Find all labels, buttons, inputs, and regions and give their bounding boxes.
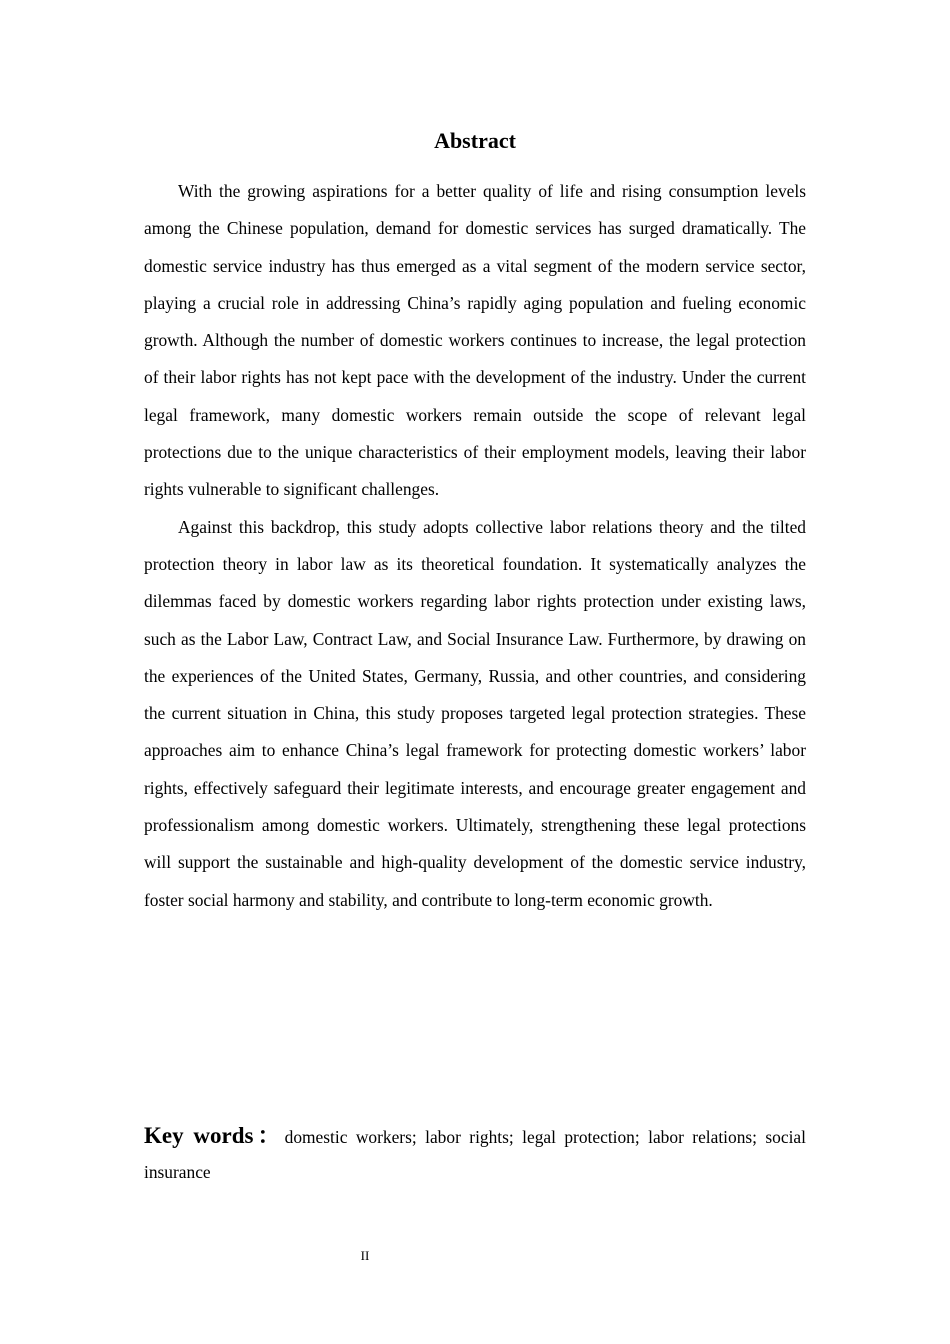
abstract-body: [144, 173, 806, 919]
keywords-text: domestic workers; labor rights; legal protection; labor relations; social insurance: [144, 1127, 806, 1182]
abstract-title: Abstract: [434, 128, 516, 153]
keywords-label: Key words：: [144, 1123, 285, 1148]
abstract-paragraph-2: Against this backdrop, this study adopts collective labor relations theory and the tilted protection theory in labor law as its theoretical foundation. It systematically analyzes the dilemmas faced by domestic workers regarding labor rights protection under existing laws, such as the Labor Law, Contract Law, and Social Insurance Law. Furthermore, by drawing on the experiences of the United States, Germany, Russia, and other countries, and considering the current situation in China, this study proposes targeted legal protection strategies. These approaches aim to enhance China’s legal framework for protecting domestic workers’ labor rights, effectively safeguard their legitimate interests, and encourage greater engagement and professionalism among domestic workers. Ultimately, strengthening these legal protections will support the sustainable and high-quality development of the domestic service industry, foster social harmony and stability, and contribute to long-term economic growth.: [144, 516, 806, 910]
page-number: II: [360, 1248, 370, 1263]
keywords-section: [144, 1118, 806, 1190]
abstract-paragraph-1: With the growing aspirations for a better quality of life and rising consumption levels among the Chinese population, demand for domestic services has surged dramatically. The domestic service industry has thus emerged as a vital segment of the modern service sector, playing a crucial role in addressing China’s rapidly aging population and fueling economic growth. Although the number of domestic workers continues to increase, the legal protection of their labor rights has not kept pace with the development of the industry. Under the current legal framework, many domestic workers remain outside the scope of relevant legal protections due to the unique characteristics of their employment models, leaving their labor rights vulnerable to significant challenges.: [144, 181, 806, 500]
